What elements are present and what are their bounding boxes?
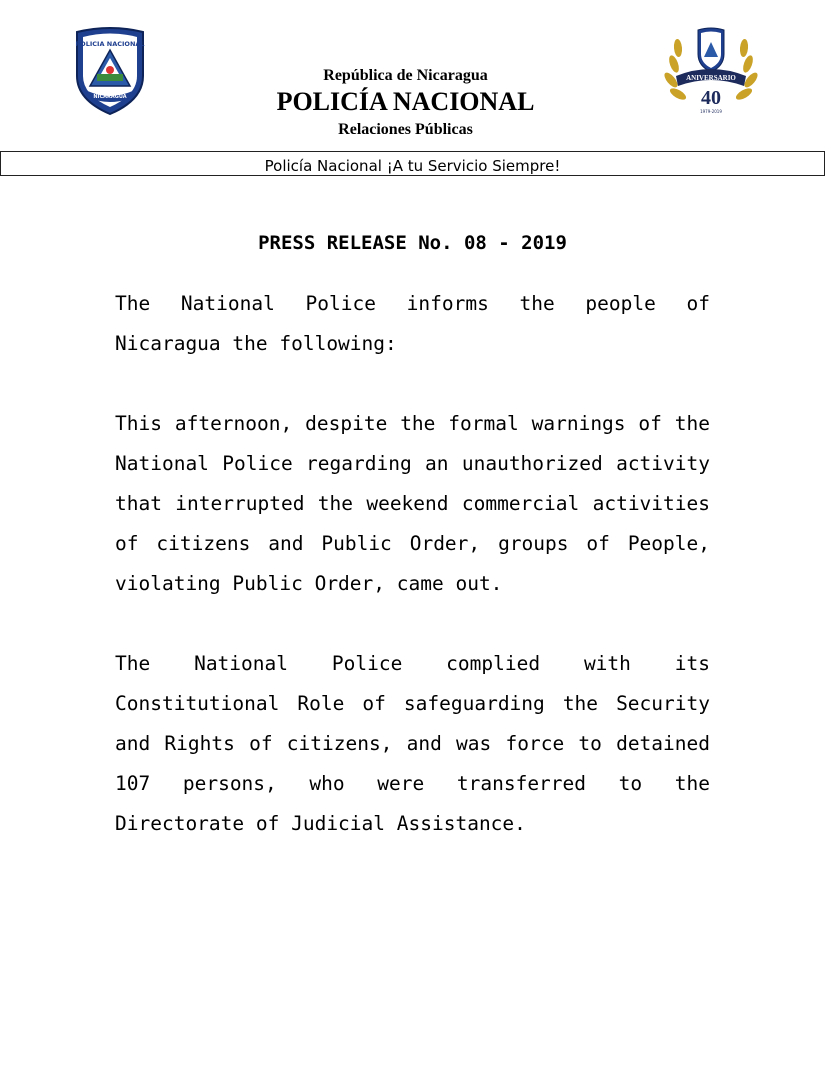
motto-text: Policía Nacional ¡A tu Servicio Siempre! xyxy=(264,157,561,175)
shield-bottom-text: NICARAGUA xyxy=(93,94,127,100)
anniversary-number: 40 xyxy=(701,87,721,109)
motto-bar xyxy=(0,151,825,176)
shield-top-text: POLICIA NACIONAL xyxy=(75,40,145,48)
anniversary-ribbon-text: ANIVERSARIO xyxy=(686,74,736,82)
press-release-title: PRESS RELEASE No. 08 - 2019 xyxy=(258,232,567,254)
press-release-body xyxy=(115,284,710,884)
anniversary-years: 1979-2019 xyxy=(700,109,722,114)
paragraph: The National Police informs the people of Nicaragua the following: xyxy=(115,292,710,355)
country-name: República de Nicaragua xyxy=(323,67,488,84)
paragraph: This afternoon, despite the formal warnings of the National Police regarding an unauthorized activity that interrupted the weekend commercial activities of citizens and Public Order, groups of People, violating Public Order, came out. xyxy=(115,412,710,595)
organization-name: POLICÍA NACIONAL xyxy=(276,87,535,116)
department-name: Relaciones Públicas xyxy=(338,121,473,138)
paragraph: The National Police complied with its Constitutional Role of safeguarding the Security and Rights of citizens, and was force to detained 107 persons, who were transferred to the Directorate of Judicial Assistance. xyxy=(115,652,710,835)
